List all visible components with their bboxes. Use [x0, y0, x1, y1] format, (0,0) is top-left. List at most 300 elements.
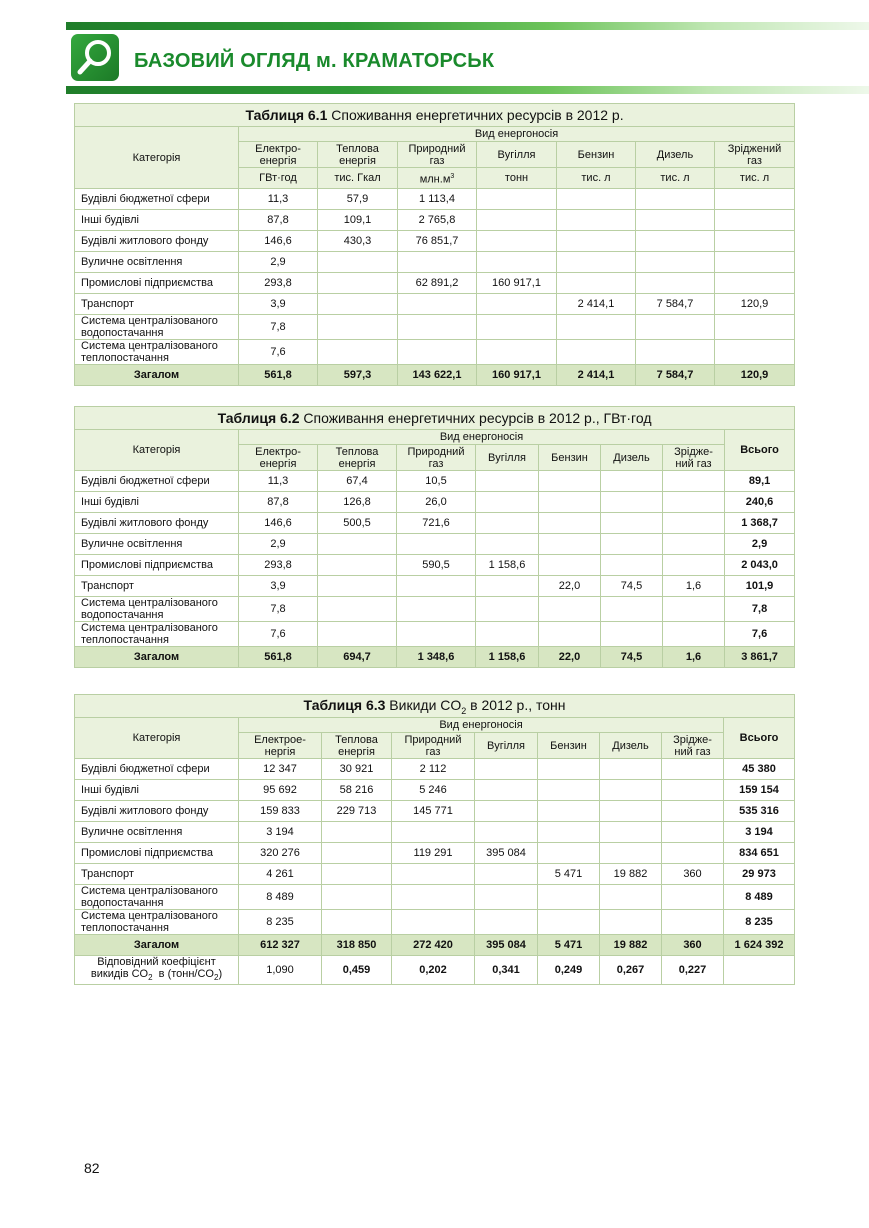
column-header: Зрідже- ний газ — [663, 445, 725, 471]
table-cell — [475, 864, 538, 885]
table-cell — [663, 555, 725, 576]
row-category: Будівлі бюджетної сфери — [75, 471, 239, 492]
table-cell: 146,6 — [239, 231, 318, 252]
table-cell — [539, 513, 601, 534]
table-cell — [476, 513, 539, 534]
table-row — [75, 555, 795, 576]
table-cell — [557, 210, 636, 231]
table-cell — [476, 576, 539, 597]
header-bottom-stripe — [66, 86, 869, 94]
table-cell — [601, 534, 663, 555]
table-cell — [475, 801, 538, 822]
table-cell — [477, 315, 557, 340]
table-cell — [538, 885, 600, 910]
table-cell: 159 154 — [724, 780, 795, 801]
table-cell — [397, 597, 476, 622]
table-row — [75, 780, 795, 801]
table-cell — [475, 910, 538, 935]
table-cell — [475, 780, 538, 801]
table-cell — [392, 910, 475, 935]
table-cell: 2,9 — [725, 534, 795, 555]
table-cell — [322, 885, 392, 910]
table-caption: Таблиця 6.1 Споживання енергетичних ресурсів в 2012 р. — [75, 104, 795, 127]
table-cell: 1,6 — [663, 576, 725, 597]
unit-header — [557, 168, 636, 189]
table-row — [75, 534, 795, 555]
total-cell: 74,5 — [601, 647, 663, 668]
energy-type-header: Вид енергоносія — [239, 430, 725, 445]
table-cell: 11,3 — [239, 471, 318, 492]
table-cell: 8 235 — [239, 910, 322, 935]
coefficient-cell: 0,249 — [538, 956, 600, 985]
coefficient-cell: 1,090 — [239, 956, 322, 985]
total-header: Всього — [724, 718, 795, 759]
row-category: Система централізованого теплопостачання — [75, 340, 239, 365]
total-cell: 272 420 — [392, 935, 475, 956]
table-cell — [476, 492, 539, 513]
table-cell — [715, 252, 795, 273]
total-cell: 597,3 — [318, 365, 398, 386]
table-cell — [318, 576, 397, 597]
unit-label: тис. л — [581, 172, 611, 184]
table-cell — [600, 885, 662, 910]
table-cell — [636, 252, 715, 273]
total-cell: 120,9 — [715, 365, 795, 386]
table-cell — [715, 231, 795, 252]
table-cell — [539, 622, 601, 647]
table-row — [75, 273, 795, 294]
table-cell — [477, 252, 557, 273]
row-category: Транспорт — [75, 576, 239, 597]
table-cell: 7,6 — [725, 622, 795, 647]
table-cell — [600, 801, 662, 822]
table-cell: 19 882 — [600, 864, 662, 885]
row-category: Будівлі житлового фонду — [75, 231, 239, 252]
table-cell — [318, 597, 397, 622]
column-header: Бензин — [557, 142, 636, 168]
table-cell: 5 471 — [538, 864, 600, 885]
table-6-3 — [74, 694, 795, 985]
coefficient-cell: 0,227 — [662, 956, 724, 985]
table-cell: 146,6 — [239, 513, 318, 534]
table-row — [75, 822, 795, 843]
table-row — [75, 340, 795, 365]
table-cell: 293,8 — [239, 273, 318, 294]
table-cell — [397, 534, 476, 555]
row-category: Промислові підприємства — [75, 843, 239, 864]
unit-label: тонн — [504, 172, 529, 184]
coefficient-cell: 0,267 — [600, 956, 662, 985]
table-cell: 2 414,1 — [557, 294, 636, 315]
table-row — [75, 843, 795, 864]
table-cell — [663, 622, 725, 647]
table-cell: 7,8 — [239, 315, 318, 340]
table-cell — [663, 597, 725, 622]
total-cell: 2 414,1 — [557, 365, 636, 386]
table-cell — [662, 759, 724, 780]
table-cell: 500,5 — [318, 513, 397, 534]
total-row — [75, 365, 795, 386]
table-cell: 109,1 — [318, 210, 398, 231]
table-cell — [318, 315, 398, 340]
table-cell: 3 194 — [724, 822, 795, 843]
unit-header — [318, 168, 398, 189]
table-cell: 26,0 — [397, 492, 476, 513]
page-title: БАЗОВИЙ ОГЛЯД м. КРАМАТОРСЬК — [134, 50, 495, 72]
page-number: 82 — [84, 1160, 100, 1176]
table-cell: 430,3 — [318, 231, 398, 252]
table-cell: 89,1 — [725, 471, 795, 492]
table-cell — [715, 210, 795, 231]
table-cell — [318, 252, 398, 273]
table-cell: 2,9 — [239, 252, 318, 273]
row-category: Будівлі житлового фонду — [75, 513, 239, 534]
table-cell — [318, 534, 397, 555]
row-category: Інші будівлі — [75, 492, 239, 513]
table-row — [75, 910, 795, 935]
unit-header — [715, 168, 795, 189]
table-row — [75, 210, 795, 231]
total-cell: 561,8 — [239, 647, 318, 668]
column-header: Дизель — [636, 142, 715, 168]
table-cell: 76 851,7 — [398, 231, 477, 252]
unit-label: ГВт·год — [259, 172, 297, 184]
table-cell: 29 973 — [724, 864, 795, 885]
unit-label: тис. Гкал — [334, 172, 381, 184]
total-cell: 1 348,6 — [397, 647, 476, 668]
total-cell: 360 — [662, 935, 724, 956]
table-cell: 2 043,0 — [725, 555, 795, 576]
table-cell: 58 216 — [322, 780, 392, 801]
total-cell: 1 158,6 — [476, 647, 539, 668]
column-header: Електро- енергія — [239, 142, 318, 168]
table-cell: 2,9 — [239, 534, 318, 555]
column-header: Теплова енергія — [318, 142, 398, 168]
column-header: Вугілля — [476, 445, 539, 471]
table-cell — [557, 231, 636, 252]
category-header: Категорія — [75, 430, 239, 471]
table-cell: 101,9 — [725, 576, 795, 597]
table-cell: 57,9 — [318, 189, 398, 210]
table-cell: 3 194 — [239, 822, 322, 843]
table-row — [75, 597, 795, 622]
row-category: Транспорт — [75, 294, 239, 315]
table-cell — [477, 294, 557, 315]
table-cell — [538, 822, 600, 843]
row-category: Будівлі бюджетної сфери — [75, 759, 239, 780]
column-header: Зріджений газ — [715, 142, 795, 168]
total-cell: 395 084 — [475, 935, 538, 956]
total-cell: 160 917,1 — [477, 365, 557, 386]
table-cell — [636, 273, 715, 294]
table-cell — [539, 534, 601, 555]
table-cell: 1 158,6 — [476, 555, 539, 576]
row-category: Будівлі бюджетної сфери — [75, 189, 239, 210]
table-row — [75, 231, 795, 252]
unit-header — [398, 168, 477, 189]
total-cell: 694,7 — [318, 647, 397, 668]
total-label: Загалом — [75, 935, 239, 956]
table-cell — [662, 885, 724, 910]
table-cell — [601, 622, 663, 647]
table-cell — [318, 273, 398, 294]
table-cell — [538, 780, 600, 801]
table-cell: 87,8 — [239, 492, 318, 513]
unit-header — [477, 168, 557, 189]
table-cell — [636, 189, 715, 210]
row-category: Вуличне освітлення — [75, 252, 239, 273]
magnifier-icon — [71, 34, 119, 81]
table-cell — [539, 492, 601, 513]
table-cell — [600, 759, 662, 780]
table-cell — [600, 910, 662, 935]
column-header: Вугілля — [475, 733, 538, 759]
table-cell — [636, 231, 715, 252]
table-cell — [318, 294, 398, 315]
category-header: Категорія — [75, 718, 239, 759]
total-cell: 22,0 — [539, 647, 601, 668]
unit-label: тис. л — [739, 172, 770, 184]
table-cell — [715, 340, 795, 365]
table-cell: 12 347 — [239, 759, 322, 780]
table-cell — [663, 534, 725, 555]
unit-superscript: 3 — [450, 172, 455, 180]
table-cell — [715, 315, 795, 340]
table-cell — [322, 910, 392, 935]
table-cell: 721,6 — [397, 513, 476, 534]
table-cell — [557, 189, 636, 210]
column-header: Природний газ — [392, 733, 475, 759]
table-cell: 7 584,7 — [636, 294, 715, 315]
table-cell — [557, 273, 636, 294]
table-row — [75, 252, 795, 273]
row-category: Система централізованого теплопостачання — [75, 910, 239, 935]
coefficient-cell: 0,459 — [322, 956, 392, 985]
row-category: Транспорт — [75, 864, 239, 885]
column-header: Бензин — [539, 445, 601, 471]
row-category: Промислові підприємства — [75, 555, 239, 576]
table-row — [75, 471, 795, 492]
total-cell: 3 861,7 — [725, 647, 795, 668]
coefficient-cell: 0,202 — [392, 956, 475, 985]
table-cell: 160 917,1 — [477, 273, 557, 294]
table-cell: 834 651 — [724, 843, 795, 864]
table-cell — [662, 801, 724, 822]
total-cell: 7 584,7 — [636, 365, 715, 386]
table-cell: 535 316 — [724, 801, 795, 822]
table-cell — [601, 471, 663, 492]
coefficient-cell: 0,341 — [475, 956, 538, 985]
table-cell — [318, 622, 397, 647]
table-cell: 5 246 — [392, 780, 475, 801]
table-cell: 240,6 — [725, 492, 795, 513]
table-cell: 229 713 — [322, 801, 392, 822]
total-row — [75, 647, 795, 668]
table-6-2 — [74, 406, 795, 668]
table-cell — [392, 885, 475, 910]
table-cell — [477, 231, 557, 252]
category-header: Категорія — [75, 127, 239, 189]
table-cell: 11,3 — [239, 189, 318, 210]
table-row — [75, 315, 795, 340]
table-cell — [663, 492, 725, 513]
table-cell: 8 235 — [724, 910, 795, 935]
energy-type-header: Вид енергоносія — [239, 718, 724, 733]
table-cell — [663, 471, 725, 492]
row-category: Вуличне освітлення — [75, 534, 239, 555]
column-header: Теплова енергія — [318, 445, 397, 471]
table-cell — [398, 315, 477, 340]
total-cell: 1,6 — [663, 647, 725, 668]
table-cell: 126,8 — [318, 492, 397, 513]
total-cell: 612 327 — [239, 935, 322, 956]
table-cell: 87,8 — [239, 210, 318, 231]
table-cell — [476, 622, 539, 647]
column-header: Бензин — [538, 733, 600, 759]
unit-label: тис. л — [660, 172, 690, 184]
table-row — [75, 801, 795, 822]
table-cell — [539, 597, 601, 622]
row-category: Інші будівлі — [75, 210, 239, 231]
emission-coefficient-row — [75, 956, 795, 985]
table-cell: 120,9 — [715, 294, 795, 315]
table-cell: 320 276 — [239, 843, 322, 864]
table-cell — [475, 885, 538, 910]
table-cell — [477, 210, 557, 231]
table-cell: 10,5 — [397, 471, 476, 492]
column-header: Дизель — [600, 733, 662, 759]
total-label: Загалом — [75, 365, 239, 386]
table-row — [75, 492, 795, 513]
table-cell: 3,9 — [239, 294, 318, 315]
table-cell — [715, 189, 795, 210]
table-cell: 8 489 — [239, 885, 322, 910]
table-cell: 67,4 — [318, 471, 397, 492]
table-row — [75, 189, 795, 210]
table-cell — [601, 492, 663, 513]
table-cell — [600, 822, 662, 843]
table-cell — [392, 822, 475, 843]
total-label: Загалом — [75, 647, 239, 668]
table-row — [75, 622, 795, 647]
table-cell — [662, 780, 724, 801]
table-cell: 4 261 — [239, 864, 322, 885]
column-header: Електрое- нергія — [239, 733, 322, 759]
table-cell — [636, 210, 715, 231]
table-cell — [322, 843, 392, 864]
table-cell: 1 113,4 — [398, 189, 477, 210]
row-category: Промислові підприємства — [75, 273, 239, 294]
table-row — [75, 885, 795, 910]
table-cell: 7,6 — [239, 622, 318, 647]
table-cell: 1 368,7 — [725, 513, 795, 534]
row-category: Система централізованого водопостачання — [75, 597, 239, 622]
total-cell: 5 471 — [538, 935, 600, 956]
table-6-1 — [74, 103, 795, 386]
table-cell — [392, 864, 475, 885]
table-cell — [538, 801, 600, 822]
table-cell — [557, 315, 636, 340]
total-cell: 318 850 — [322, 935, 392, 956]
table-cell — [318, 340, 398, 365]
table-cell — [476, 534, 539, 555]
table-row — [75, 513, 795, 534]
header-top-stripe — [66, 22, 869, 30]
table-cell — [557, 252, 636, 273]
table-cell — [397, 576, 476, 597]
table-cell — [601, 513, 663, 534]
column-header: Природний газ — [398, 142, 477, 168]
table-cell: 22,0 — [539, 576, 601, 597]
logo — [71, 34, 119, 81]
table-cell: 360 — [662, 864, 724, 885]
table-cell — [663, 513, 725, 534]
table-cell — [539, 555, 601, 576]
coefficient-cell-empty — [724, 956, 795, 985]
column-header: Природний газ — [397, 445, 476, 471]
table-cell — [398, 294, 477, 315]
table-cell: 3,9 — [239, 576, 318, 597]
table-cell — [601, 597, 663, 622]
table-row — [75, 294, 795, 315]
total-cell: 1 624 392 — [724, 935, 795, 956]
table-cell: 590,5 — [397, 555, 476, 576]
unit-label: млн.м — [419, 173, 451, 186]
table-cell: 159 833 — [239, 801, 322, 822]
table-cell: 7,6 — [239, 340, 318, 365]
table-cell: 2 765,8 — [398, 210, 477, 231]
table-cell — [539, 471, 601, 492]
table-row — [75, 576, 795, 597]
table-cell: 293,8 — [239, 555, 318, 576]
table-cell — [600, 780, 662, 801]
table-cell: 7,8 — [725, 597, 795, 622]
table-cell — [636, 340, 715, 365]
table-cell: 395 084 — [475, 843, 538, 864]
table-caption: Таблиця 6.2 Споживання енергетичних ресурсів в 2012 р., ГВт·год — [75, 407, 795, 430]
table-cell — [662, 910, 724, 935]
total-cell: 561,8 — [239, 365, 318, 386]
unit-header — [239, 168, 318, 189]
table-cell — [476, 471, 539, 492]
table-row — [75, 864, 795, 885]
table-cell — [322, 864, 392, 885]
table-cell — [477, 340, 557, 365]
row-category: Інші будівлі — [75, 780, 239, 801]
table-cell — [662, 822, 724, 843]
column-header: Зрідже- ний газ — [662, 733, 724, 759]
row-category: Будівлі житлового фонду — [75, 801, 239, 822]
row-category: Вуличне освітлення — [75, 822, 239, 843]
total-cell: 19 882 — [600, 935, 662, 956]
column-header: Дизель — [601, 445, 663, 471]
table-cell: 62 891,2 — [398, 273, 477, 294]
row-category: Система централізованого водопостачання — [75, 885, 239, 910]
table-cell: 8 489 — [724, 885, 795, 910]
total-row — [75, 935, 795, 956]
table-cell — [475, 759, 538, 780]
table-cell: 119 291 — [392, 843, 475, 864]
table-cell — [398, 340, 477, 365]
table-cell — [636, 315, 715, 340]
table-cell — [538, 843, 600, 864]
table-caption: Таблиця 6.3 Викиди $CO_2$ в 2012 р., тонн — [75, 695, 795, 718]
coefficient-label: Відповідний коефіцієнт викидів $CO_2$ в $(тонн/CO_2)$ — [75, 956, 239, 985]
table-cell — [557, 340, 636, 365]
table-cell — [538, 910, 600, 935]
table-cell: 74,5 — [601, 576, 663, 597]
total-cell: 143 622,1 — [398, 365, 477, 386]
